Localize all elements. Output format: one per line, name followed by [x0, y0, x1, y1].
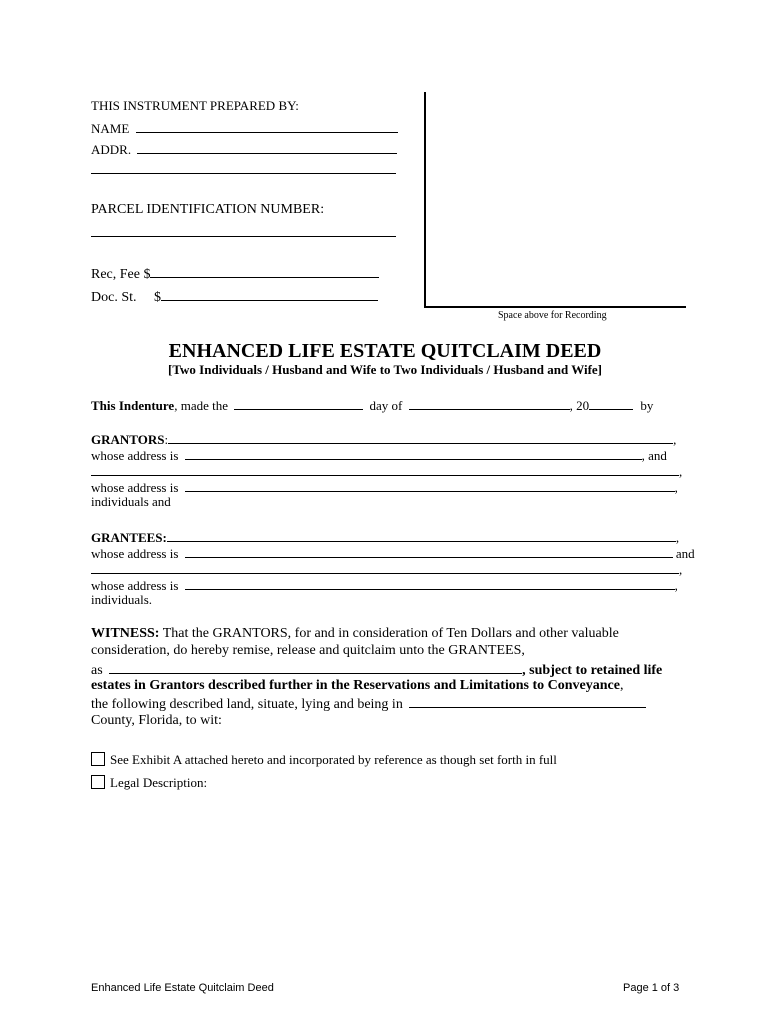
grantor2-comma: ,: [679, 464, 683, 479]
recording-box-vertical: [424, 92, 426, 307]
grantors-comma: ,: [673, 432, 677, 447]
rec-fee-row: [91, 264, 379, 283]
document-subtitle: [Two Individuals / Husband and Wife to Two Individuals / Husband and Wife]: [168, 362, 602, 377]
witness-text-1: That the GRANTORS, for and in consideration of Ten Dollars and other valuable: [159, 626, 619, 641]
indenture-20: , 20: [569, 398, 590, 413]
witness-line2: consideration, do hereby remise, release and quitclaim unto the GRANTEES,: [91, 643, 525, 658]
witness-as-field[interactable]: [109, 660, 522, 674]
exhibit-option[interactable]: [91, 752, 557, 768]
grantee1-address-field[interactable]: [185, 544, 673, 558]
grantors-colon: :: [164, 432, 169, 447]
witness-subject-bold: , subject to retained life: [522, 663, 663, 678]
grantee1-whose-address: whose address is: [91, 546, 179, 561]
doc-st-row: [91, 287, 378, 306]
indenture-day-of: day of: [369, 398, 403, 413]
recording-box-bottom: [424, 306, 686, 308]
county-field[interactable]: [409, 694, 646, 708]
grantors-name-field[interactable]: [168, 430, 673, 444]
grantee2-comma: ,: [679, 562, 683, 577]
witness-label: WITNESS:: [91, 626, 160, 641]
doc-st-dollar: $: [154, 290, 161, 305]
witness-line1: [91, 625, 619, 642]
grantor1-and: , and: [641, 448, 667, 463]
grantee1-and: and: [675, 546, 695, 561]
name-label: NAME: [91, 121, 130, 136]
rec-fee-field[interactable]: [150, 264, 379, 278]
witness-line6: County, Florida, to wit:: [91, 713, 222, 728]
indenture-row: [91, 396, 653, 414]
grantors-label: GRANTORS: [91, 432, 165, 447]
name-field[interactable]: [136, 119, 398, 133]
legal-label: Legal Description:: [110, 775, 208, 790]
exhibit-checkbox[interactable]: [91, 752, 105, 766]
grantees-name-field[interactable]: [167, 528, 676, 542]
indenture-month-field[interactable]: [409, 396, 570, 410]
addr-row: [91, 140, 397, 158]
document-title: ENHANCED LIFE ESTATE QUITCLAIM DEED: [168, 340, 602, 362]
footer-page-number: Page 1 of 3: [623, 982, 680, 994]
witness-estates-tail: ,: [620, 678, 624, 693]
witness-as: as: [91, 663, 103, 678]
grantee2-address-row: [91, 576, 678, 594]
grantors-individuals-and: individuals and: [91, 494, 171, 509]
witness-line4: [91, 677, 624, 694]
grantee2-address-field[interactable]: [185, 576, 675, 590]
grantor2-address-comma: ,: [674, 480, 678, 495]
legal-option[interactable]: [91, 775, 207, 791]
grantor2-address-field[interactable]: [185, 478, 675, 492]
exhibit-label: See Exhibit A attached hereto and incorporated by reference as though set forth in full: [110, 752, 557, 767]
doc-st-field[interactable]: [161, 287, 378, 301]
grantees-label: GRANTEES:: [91, 530, 167, 545]
grantor1-address-field[interactable]: [185, 446, 642, 460]
parcel-field[interactable]: [91, 236, 396, 237]
addr-label: ADDR.: [91, 142, 132, 157]
witness-estates-bold: estates in Grantors described further in the Reservations and Limitations to Conveyance: [91, 678, 620, 693]
indenture-year-field[interactable]: [589, 396, 633, 410]
name-row: [91, 119, 398, 137]
grantees-individuals: individuals.: [91, 592, 153, 607]
grantees-comma: ,: [675, 530, 680, 545]
grantor2-address-row: [91, 478, 678, 496]
grantor2-name-field[interactable]: [91, 462, 679, 476]
footer-document-name: Enhanced Life Estate Quitclaim Deed: [91, 982, 274, 994]
doc-st-label: Doc. St.: [91, 290, 137, 305]
prepared-by-heading: THIS INSTRUMENT PREPARED BY:: [91, 98, 299, 113]
witness-land-text: the following described land, situate, lying and being in: [91, 697, 403, 712]
addr-field[interactable]: [137, 140, 397, 154]
indenture-day-field[interactable]: [234, 396, 363, 410]
indenture-lead: This Indenture: [91, 398, 175, 413]
grantor1-whose-address: whose address is: [91, 448, 179, 463]
indenture-by: by: [640, 398, 654, 413]
indenture-made-the: , made the: [174, 398, 229, 413]
parcel-label: PARCEL IDENTIFICATION NUMBER:: [91, 202, 325, 217]
witness-line5: [91, 694, 646, 713]
legal-checkbox[interactable]: [91, 775, 105, 789]
grantor2-whose-address: whose address is: [91, 480, 179, 495]
rec-fee-label: Rec, Fee $: [91, 267, 151, 282]
grantee2-whose-address: whose address is: [91, 578, 179, 593]
grantee2-name-field[interactable]: [91, 560, 679, 574]
recording-space-label: Space above for Recording: [498, 310, 607, 321]
addr-field-line2[interactable]: [91, 173, 396, 174]
grantee2-address-comma: ,: [674, 578, 678, 593]
